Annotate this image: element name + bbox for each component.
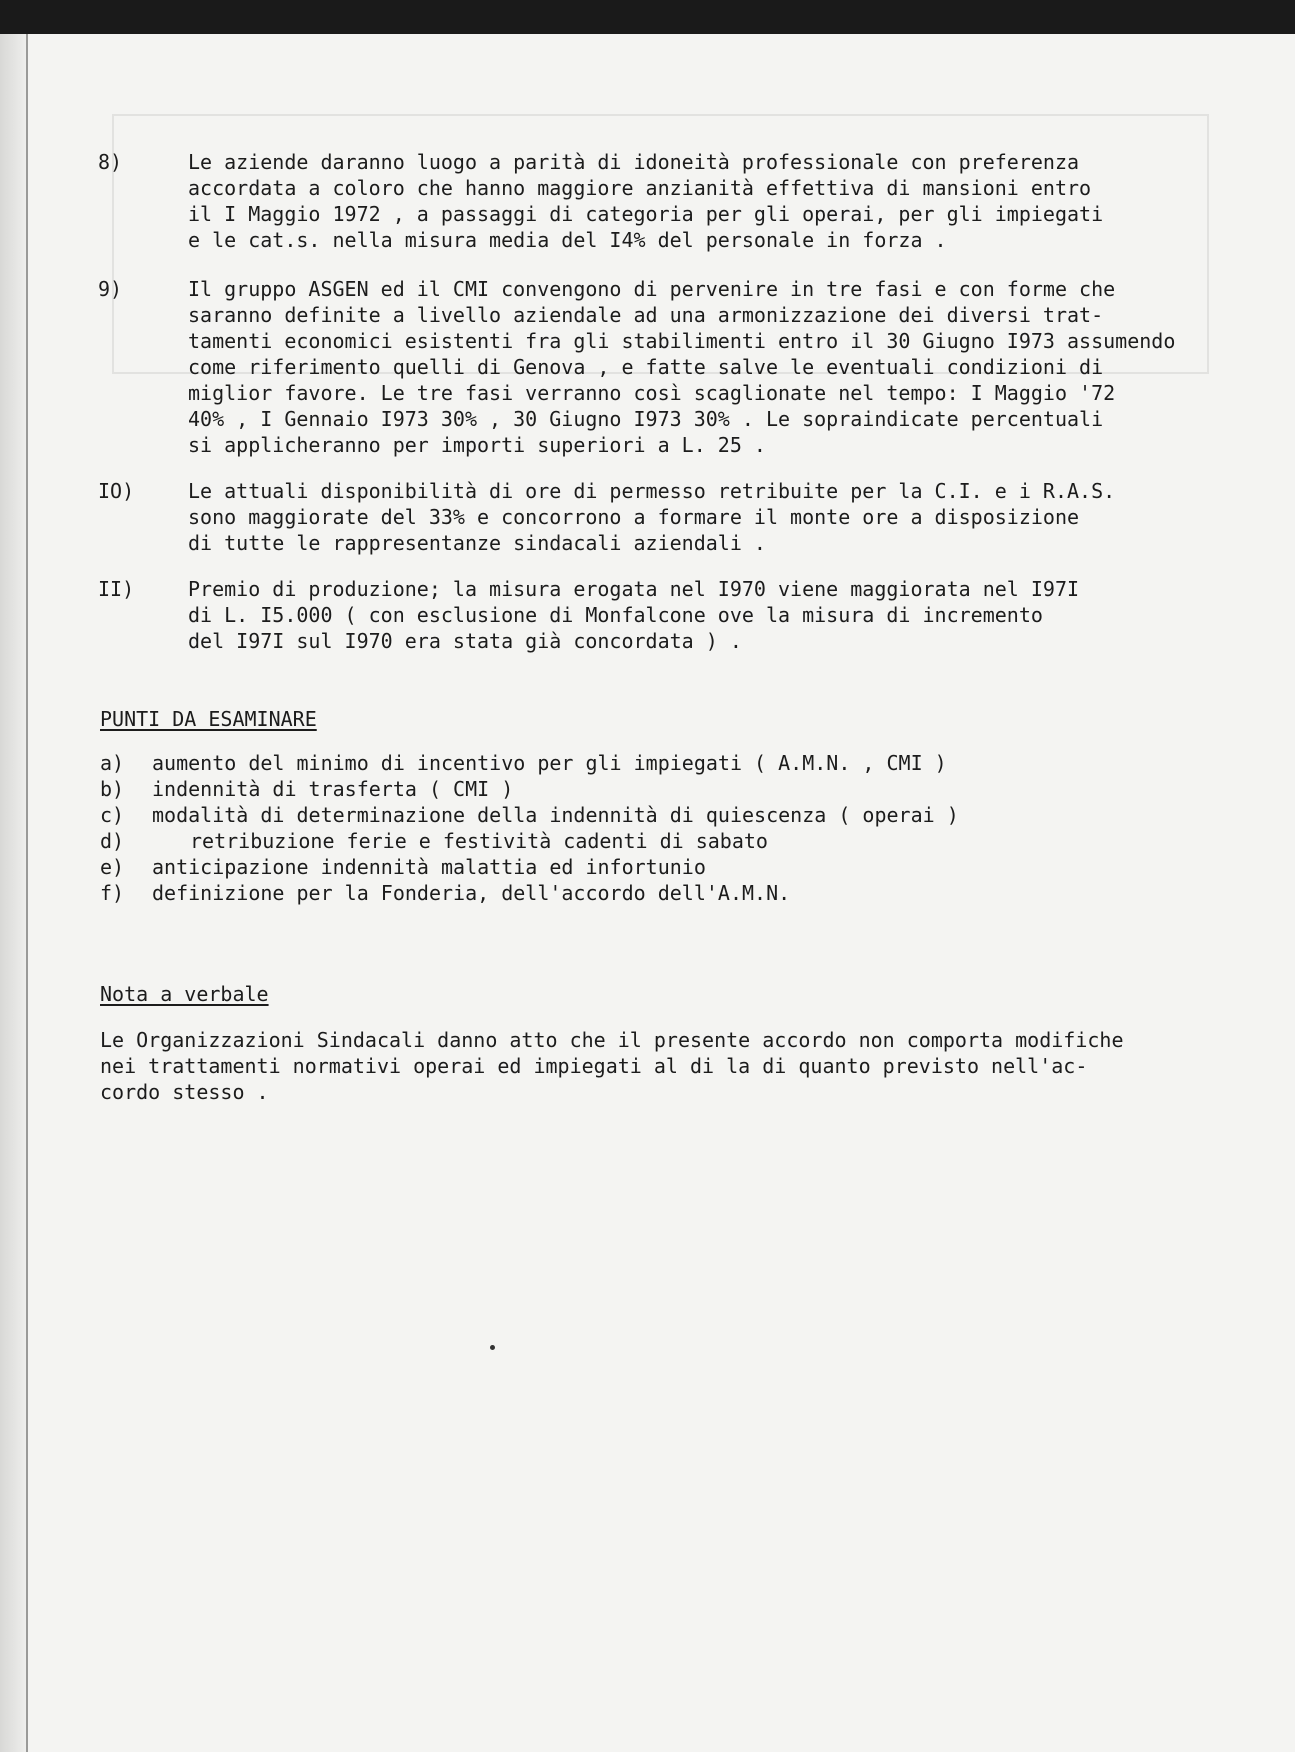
list-item [100,880,1200,906]
clause-number: IO) [98,479,135,503]
clause-text: Le aziende daranno luogo a parità di idoneità professionale con preferenza accordata a coloro che hanno maggiore anzianità effettiva di mansioni entro il I Maggio 1972 , a passaggi di categoria per gli operai, per gli impiegati e le cat.s. nella misura media del I4% del personale in forza . [188,150,1104,252]
clause-9 [98,276,1218,458]
list-letter: c) [100,803,125,827]
list-text: definizione per la Fonderia, dell'accordo dell'A.M.N. [152,881,791,905]
list-item [100,750,1200,776]
list-text: indennità di trasferta ( CMI ) [152,777,514,801]
nota-heading: Nota a verbale [100,982,269,1006]
punti-list [100,750,1200,906]
list-letter: a) [100,751,125,775]
list-text: anticipazione indennità malattia ed infortunio [152,855,706,879]
list-letter: e) [100,855,125,879]
clause-number: II) [98,577,135,601]
clause-text: Le attuali disponibilità di ore di permesso retribuite per la C.I. e i R.A.S. sono maggiorate del 33% e concorrono a formare il monte ore a disposizione di tutte le rappresentanze sindacali aziendali . [188,479,1116,555]
list-letter: f) [100,881,125,905]
document-page [0,34,1295,1752]
list-text: modalità di determinazione della indennità di quiescenza ( operai ) [152,803,959,827]
clause-number: 8) [98,150,123,174]
list-letter: b) [100,777,125,801]
clause-10 [98,478,1218,556]
list-text: retribuzione ferie e festività cadenti di sabato [190,829,768,853]
list-item [100,828,1200,854]
list-item [100,802,1200,828]
clause-11 [98,576,1218,654]
list-text: aumento del minimo di incentivo per gli impiegati ( A.M.N. , CMI ) [152,751,947,775]
clause-8 [98,149,1218,253]
clause-text: Premio di produzione; la misura erogata nel I970 viene maggiorata nel I97I di L. I5.000 ( con esclusione di Monfalcone ove la misura di incremento del I97I sul I970 era stata già concordata ) . [188,577,1080,653]
list-letter: d) [100,829,125,853]
punti-heading: PUNTI DA ESAMINARE [100,707,317,731]
list-item [100,776,1200,802]
clause-text: Il gruppo ASGEN ed il CMI convengono di pervenire in tre fasi e con forme che saranno definite a livello aziendale ad una armonizzazione dei diversi trat- tamenti economici esistenti fra gli stabilimenti entro il 30 Giugno I973 assumendo come riferimento quelli di Genova , e fatte salve le eventuali condizioni di miglior favore. Le tre fasi verranno così scaglionate nel tempo: I Maggio '72 40% , I Gennaio I973 30% , 30 Giugno I973 30% . Le sopraindicate percentuali si applicheranno per importi superiori a L. 25 . [188,277,1176,457]
speck [490,1345,495,1350]
binding-edge [0,34,28,1752]
list-item [100,854,1200,880]
nota-text: Le Organizzazioni Sindacali danno atto che il presente accordo non comporta modifiche nei trattamenti normativi operai ed impiegati al di la di quanto previsto nell'ac- cordo stesso . [100,1028,1124,1104]
clause-number: 9) [98,277,123,301]
